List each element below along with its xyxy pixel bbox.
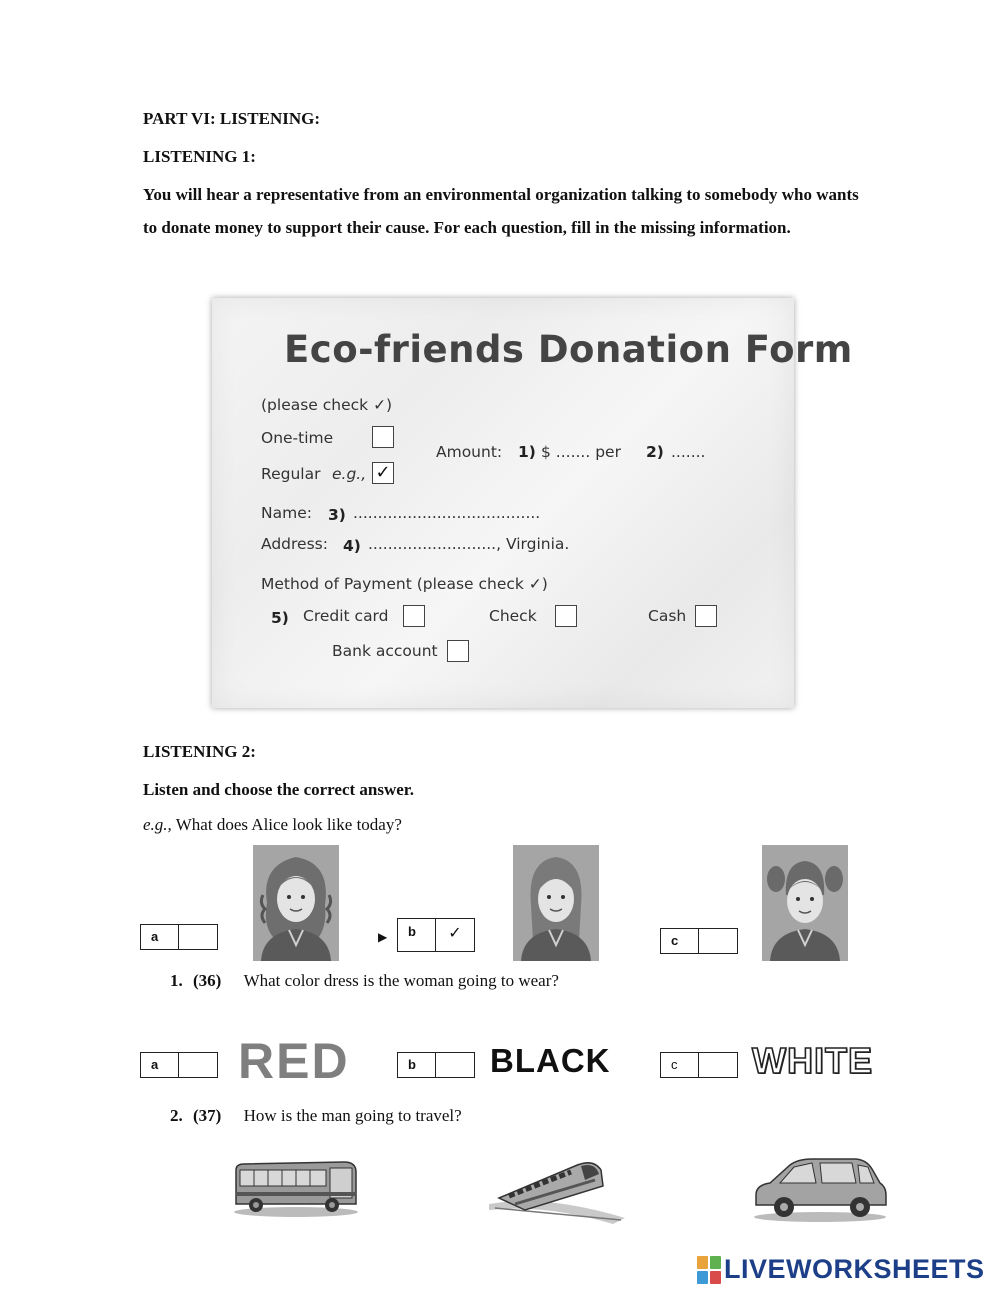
check-label: Check bbox=[489, 607, 537, 625]
example-label: e.g., bbox=[332, 465, 367, 483]
car-image bbox=[750, 1155, 890, 1223]
name-label: Name: bbox=[261, 504, 312, 522]
answer-box-q1-b[interactable] bbox=[397, 1052, 475, 1078]
option-letter: b bbox=[398, 919, 436, 951]
listening1-heading: LISTENING 1: bbox=[143, 147, 256, 166]
answer-box-example-a[interactable] bbox=[140, 924, 218, 950]
question-text: What color dress is the woman going to wear? bbox=[243, 971, 559, 990]
white-word-image: WHITE bbox=[752, 1040, 873, 1081]
answer-blank[interactable] bbox=[436, 1053, 474, 1077]
bus-image bbox=[232, 1158, 360, 1218]
listening2-instruction: Listen and choose the correct answer. bbox=[143, 780, 415, 799]
listening1-instruction: You will hear a representative from an environmental organization talking to somebody who wants to donate money to support their cause. For each question, fill in the missing information. bbox=[143, 185, 859, 237]
address-blank[interactable]: .........................., Virginia. bbox=[368, 535, 570, 553]
question-4-number: 4) bbox=[343, 537, 361, 555]
train-image bbox=[485, 1148, 630, 1226]
payment-method-label: Method of Payment (please check ✓) bbox=[261, 575, 548, 593]
example-question bbox=[143, 816, 402, 833]
question-code: (37) bbox=[193, 1106, 222, 1125]
question-number: 2. bbox=[170, 1106, 183, 1125]
answer-box-q1-a[interactable] bbox=[140, 1052, 218, 1078]
question-3-number: 3) bbox=[328, 506, 346, 524]
option-letter: a bbox=[141, 1053, 179, 1077]
selected-pointer: ▶ bbox=[378, 930, 388, 944]
question-text: How is the man going to travel? bbox=[243, 1106, 462, 1125]
address-label: Address: bbox=[261, 535, 328, 553]
logo-text: LIVEWORKSHEETS bbox=[724, 1254, 985, 1284]
please-check-label: (please check ✓) bbox=[261, 396, 393, 414]
answer-blank[interactable] bbox=[179, 1053, 217, 1077]
question-1-number: 1) bbox=[518, 443, 536, 461]
option-letter: c bbox=[661, 929, 699, 953]
option-letter: b bbox=[398, 1053, 436, 1077]
answer-blank[interactable]: ✓ bbox=[448, 925, 462, 942]
one-time-checkbox[interactable] bbox=[372, 426, 394, 448]
question-1 bbox=[170, 972, 559, 989]
part-title: PART VI: LISTENING: bbox=[143, 109, 320, 128]
credit-card-label: Credit card bbox=[303, 607, 389, 625]
girl-pigtails-image bbox=[762, 845, 848, 961]
name-blank[interactable]: ...................................... bbox=[353, 504, 541, 522]
girl-curly-hair-image bbox=[253, 845, 339, 961]
girl-straight-hair-image bbox=[513, 845, 599, 961]
answer-blank[interactable] bbox=[699, 929, 737, 953]
cash-label: Cash bbox=[648, 607, 687, 625]
cash-checkbox[interactable] bbox=[695, 605, 717, 627]
amount-label: Amount: bbox=[436, 443, 503, 461]
answer-box-q1-c[interactable] bbox=[660, 1052, 738, 1078]
question-2 bbox=[170, 1107, 462, 1124]
option-letter: c bbox=[661, 1053, 699, 1077]
answer-box-example-c[interactable] bbox=[660, 928, 738, 954]
bank-account-label: Bank account bbox=[332, 642, 438, 660]
red-word-image: RED bbox=[238, 1033, 350, 1089]
answer-blank[interactable] bbox=[179, 925, 217, 949]
bank-account-checkbox[interactable] bbox=[447, 640, 469, 662]
amount-blank[interactable]: $ ....... per bbox=[541, 443, 621, 461]
option-letter: a bbox=[141, 925, 179, 949]
donation-form-card bbox=[212, 298, 853, 708]
liveworksheets-logo-icon bbox=[697, 1256, 721, 1284]
check-checkbox[interactable] bbox=[555, 605, 577, 627]
period-blank[interactable]: ....... bbox=[671, 443, 706, 461]
answer-blank[interactable] bbox=[699, 1053, 737, 1077]
listening2-heading: LISTENING 2: bbox=[143, 742, 256, 761]
regular-label: Regular bbox=[261, 465, 321, 483]
question-number: 1. bbox=[170, 971, 183, 990]
question-2-number: 2) bbox=[646, 443, 664, 461]
black-word-image: BLACK bbox=[490, 1042, 611, 1079]
answer-box-example-b[interactable] bbox=[397, 918, 475, 952]
example-prefix: e.g., bbox=[143, 815, 172, 834]
question-5-number: 5) bbox=[271, 609, 289, 627]
question-code: (36) bbox=[193, 971, 222, 990]
liveworksheets-logo bbox=[697, 1254, 985, 1285]
credit-card-checkbox[interactable] bbox=[403, 605, 425, 627]
form-title: Eco-friends Donation Form bbox=[284, 328, 853, 371]
one-time-label: One-time bbox=[261, 429, 334, 447]
regular-checkbox[interactable]: ✓ bbox=[372, 462, 394, 484]
example-question-text: What does Alice look like today? bbox=[175, 815, 402, 834]
